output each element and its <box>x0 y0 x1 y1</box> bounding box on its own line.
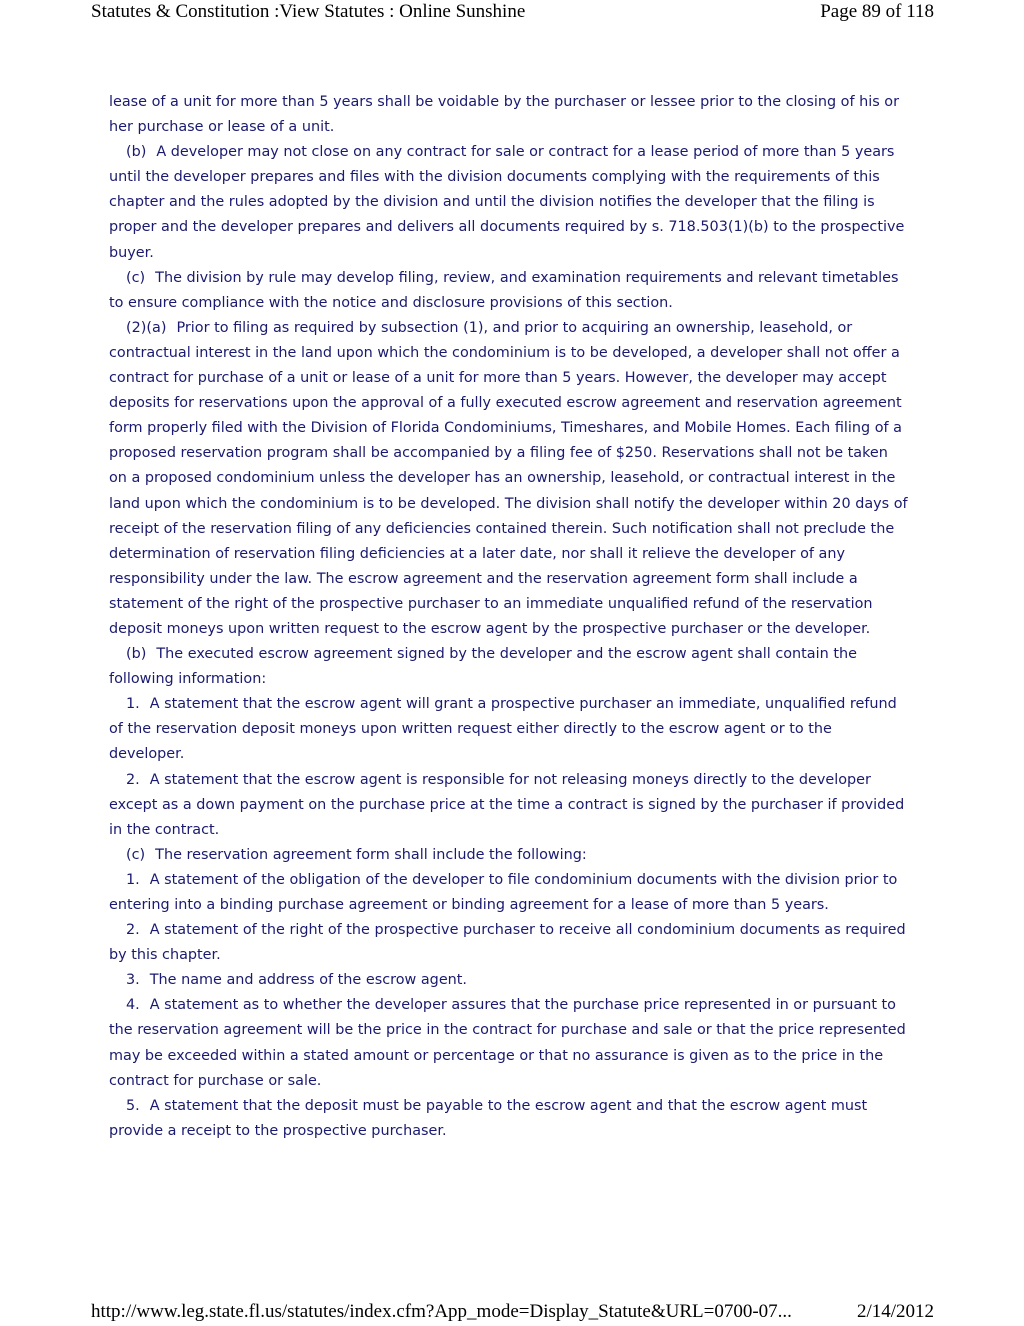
paragraph-2c-4 <box>109 993 909 1093</box>
paragraph-label: 3. <box>126 972 140 989</box>
page-url: http://www.leg.state.fl.us/statutes/index.cfm?App_mode=Display_Statute&URL=0700-07... <box>91 1301 792 1322</box>
paragraph-label: 4. <box>126 997 140 1014</box>
print-footer <box>91 1296 934 1326</box>
page-number: Page 89 of 118 <box>820 1 934 22</box>
paragraph-text: The name and address of the escrow agent. <box>149 972 468 989</box>
paragraph-text: A statement that the deposit must be payable to the escrow agent and that the escrow agent must provide a receipt to the prospective purchaser. <box>109 1097 868 1139</box>
paragraph-text: A statement of the right of the prospective purchaser to receive all condominium documents as required by this chapter. <box>109 922 906 964</box>
paragraph-text: The division by rule may develop filing, review, and examination requirements and relevant timetables to ensure compliance with the notice and disclosure provisions of this section. <box>109 269 899 311</box>
paragraph-text: lease of a unit for more than 5 years shall be voidable by the purchaser or lessee prior to the closing of his or her purchase or lease of a unit. <box>109 94 900 136</box>
paragraph-2a <box>109 316 909 642</box>
paragraph-text: A statement of the obligation of the developer to file condominium documents with the division prior to entering into a binding purchase agreement or binding agreement for a lease of more than 5 years. <box>109 871 898 913</box>
paragraph-label: 2. <box>126 771 140 788</box>
paragraph-2c-5 <box>109 1094 909 1144</box>
paragraph-label: 2. <box>126 922 140 939</box>
paragraph-2c <box>109 843 909 868</box>
paragraph-1b <box>109 140 909 265</box>
paragraph-label: (b) <box>126 646 147 663</box>
paragraph-label: (b) <box>126 144 147 161</box>
paragraph-label: (c) <box>126 269 146 286</box>
paragraph-text: A statement that the escrow agent is responsible for not releasing moneys directly to the developer except as a down payment on the purchase price at the time a contract is signed by the purchaser if provided in the contract. <box>109 771 905 838</box>
paragraph-text: A developer may not close on any contract for sale or contract for a lease period of more than 5 years until the developer prepares and files with the division documents complying with the requirements of this chapter and the rules adopted by the division and until the division notifies the developer that the filing is proper and the developer prepares and delivers all documents required by s. 718.503(1)(b) to the prospective buyer. <box>109 144 905 261</box>
paragraph-label: 1. <box>126 696 140 713</box>
statute-text <box>109 90 909 1144</box>
paragraph-label: (2)(a) <box>126 319 167 336</box>
paragraph-2b <box>109 642 909 692</box>
paragraph-text: The reservation agreement form shall include the following: <box>155 846 587 863</box>
paragraph-label: 1. <box>126 871 140 888</box>
page-title: Statutes & Constitution :View Statutes : Online Sunshine <box>91 1 526 22</box>
paragraph-1c <box>109 266 909 316</box>
paragraph-2b-1 <box>109 692 909 767</box>
paragraph-label: 5. <box>126 1097 140 1114</box>
paragraph-label: (c) <box>126 846 146 863</box>
paragraph-text: Prior to filing as required by subsection (1), and prior to acquiring an ownership, leasehold, or contractual interest in the land upon which the condominium is to be developed, a developer shall not offer a contract for purchase of a unit or lease of a unit for more than 5 years. However, the developer may accept deposits for reservations upon the approval of a fully executed escrow agreement and reservation agreement form properly filed with the Division of Florida Condominiums, Timeshares, and Mobile Homes. Each filing of a proposed reservation program shall be accompanied by a filing fee of $250. Reservations shall not be taken on a proposed condominium unless the developer has an ownership, leasehold, or contractual interest in the land upon which the condominium is to be developed. The division shall notify the developer within 20 days of receipt of the reservation filing of any deficiencies contained therein. Such notification shall not preclude the determination of reservation filing deficiencies at a later date, nor shall it relieve the developer of any responsibility under the law. The escrow agreement and the reservation agreement form shall include a statement of the right of the prospective purchaser to an immediate unqualified refund of the reservation deposit moneys upon written request to the escrow agent by the prospective purchaser or the developer. <box>109 319 908 637</box>
paragraph-text: A statement that the escrow agent will grant a prospective purchaser an immediate, unqualified refund of the reservation deposit moneys upon written request either directly to the escrow agent or to the developer. <box>109 696 897 763</box>
print-date: 2/14/2012 <box>856 1301 934 1322</box>
paragraph-2c-1 <box>109 868 909 918</box>
paragraph-text: The executed escrow agreement signed by the developer and the escrow agent shall contain the following information: <box>109 646 857 688</box>
print-header <box>91 0 934 26</box>
paragraph-2b-2 <box>109 768 909 843</box>
paragraph-2c-3 <box>109 968 909 993</box>
paragraph-text: A statement as to whether the developer assures that the purchase price represented in or pursuant to the reservation agreement will be the price in the contract for purchase and sale or that the price represented may be exceeded within a stated amount or percentage or that no assurance is given as to the price in the contract for purchase or sale. <box>109 997 906 1089</box>
paragraph-2c-2 <box>109 918 909 968</box>
paragraph-continuation <box>109 90 909 140</box>
